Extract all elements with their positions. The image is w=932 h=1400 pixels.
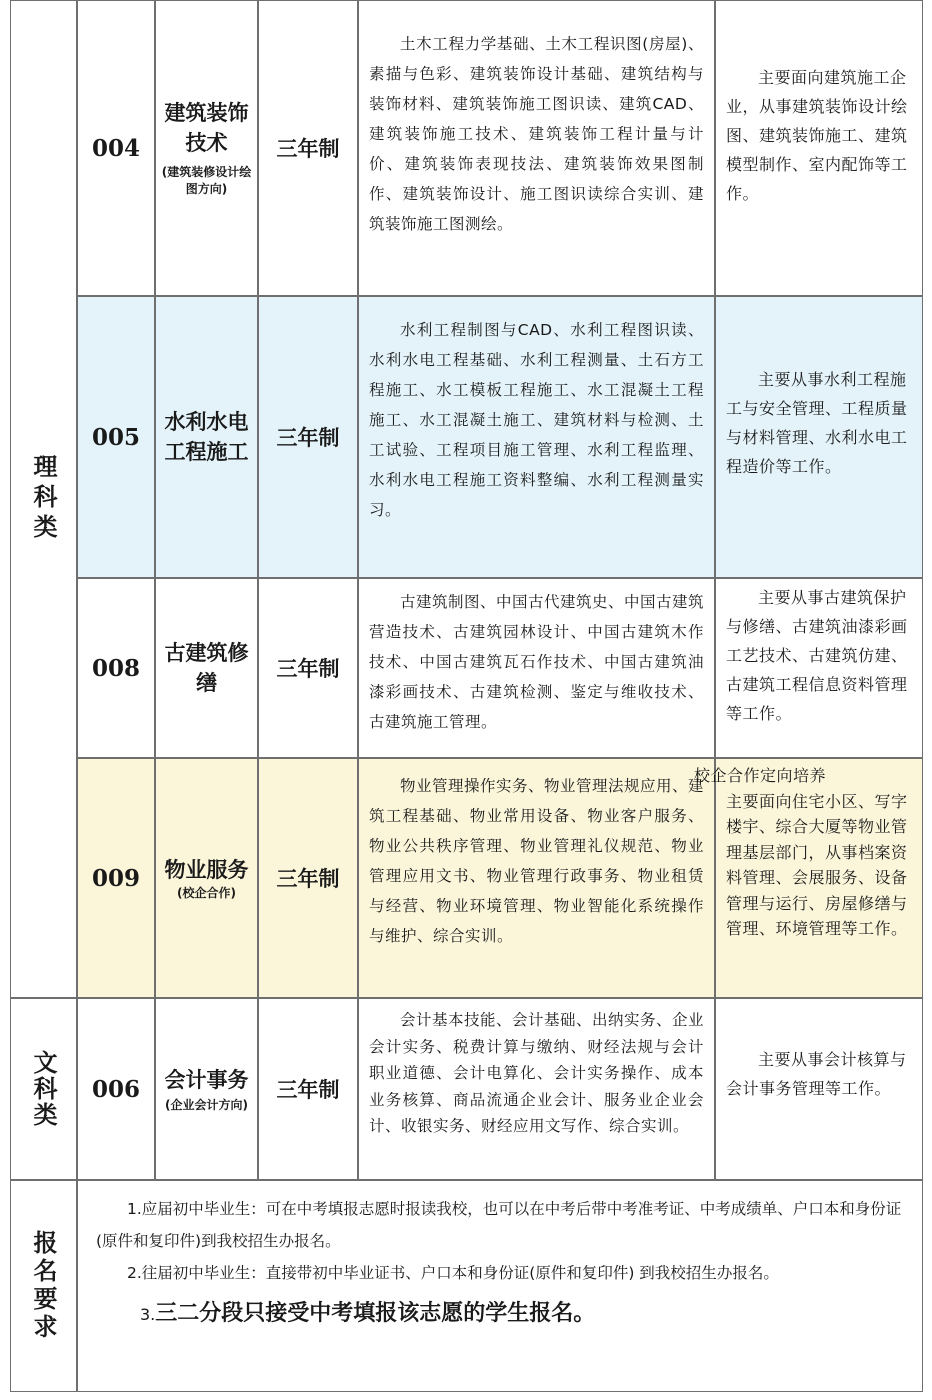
- row-jobs: [694, 758, 923, 998]
- row-code: 006: [77, 998, 155, 1180]
- major-name: 古建筑修缮: [164, 641, 249, 695]
- row-jobs: 主要从事水利工程施工与安全管理、工程质量与材料管理、水利水电工程造价等工作。: [715, 296, 923, 578]
- row-duration: 三年制: [258, 998, 358, 1180]
- row-major: [155, 758, 258, 998]
- category-science: [10, 0, 77, 998]
- row-code: 005: [77, 296, 155, 578]
- row-code: 008: [77, 578, 155, 758]
- row-major: [155, 0, 258, 296]
- row-code: 004: [77, 0, 155, 296]
- category-arts-label: 文科类: [29, 1050, 57, 1128]
- row-major: [155, 578, 258, 758]
- row-duration: 三年制: [258, 0, 358, 296]
- jobs-text: 主要面向住宅小区、写字楼宇、综合大厦等物业管理基层部门，从事档案资料管理、会展服务、设备管理与运行、房屋修缮与管理、环境管理等工作。: [726, 791, 908, 938]
- category-requirements-label: 报名要求: [29, 1230, 57, 1342]
- row-duration: 三年制: [258, 578, 358, 758]
- major-subname: (企业会计方向): [165, 1097, 248, 1112]
- requirements-block: [77, 1180, 923, 1392]
- row-major: [155, 998, 258, 1180]
- category-science-label: 理科类: [29, 454, 57, 544]
- row-courses: 土木工程力学基础、土木工程识图(房屋)、素描与色彩、建筑装饰设计基础、建筑结构与装饰材料、建筑装饰施工图识读、建筑CAD、建筑装饰施工技术、建筑装饰工程计量与计价、建筑装饰表现技法、建筑装饰效果图制作、建筑装饰设计、施工图识读综合实训、建筑装饰施工图测绘。: [358, 0, 715, 296]
- requirement-item-3-text: 三二分段只接受中考填报该志愿的学生报名。: [155, 1301, 596, 1326]
- major-subname: (校企合作): [177, 885, 236, 900]
- major-name: 物业服务: [164, 857, 249, 882]
- category-arts: [10, 998, 77, 1180]
- row-jobs: 主要从事古建筑保护与修缮、古建筑油漆彩画工艺技术、古建筑仿建、古建筑工程信息资料管理等工作。: [715, 578, 923, 758]
- row-code: 009: [77, 758, 155, 998]
- requirement-item-3-number: 3.: [140, 1305, 156, 1324]
- category-requirements: [10, 1180, 77, 1392]
- requirement-item-3: [96, 1291, 904, 1338]
- row-courses: 水利工程制图与CAD、水利工程图识读、水利水电工程基础、水利工程测量、土石方工程施工、水工模板工程施工、水工混凝土工程施工、水工混凝土施工、建筑材料与检测、土工试验、工程项目施工管理、水利工程监理、水利水电工程施工资料整编、水利工程测量实习。: [358, 296, 715, 578]
- major-name: 会计事务: [164, 1067, 249, 1092]
- row-duration: 三年制: [258, 296, 358, 578]
- jobs-lead: 校企合作定向培养: [694, 766, 827, 785]
- row-jobs: 主要面向建筑施工企业，从事建筑装饰设计绘图、建筑装饰施工、建筑模型制作、室内配饰等工作。: [715, 0, 923, 296]
- enrollment-table: [10, 0, 923, 1392]
- major-subname: (建筑装修设计绘图方向): [161, 165, 252, 196]
- row-jobs: 主要从事会计核算与会计事务管理等工作。: [715, 998, 923, 1180]
- row-duration: 三年制: [258, 758, 358, 998]
- row-courses: 会计基本技能、会计基础、出纳实务、企业会计实务、税费计算与缴纳、财经法规与会计职业道德、会计电算化、会计实务操作、成本业务核算、商品流通企业会计、服务业企业会计、收银实务、财经应用文写作、综合实训。: [358, 998, 715, 1180]
- row-courses: 物业管理操作实务、物业管理法规应用、建筑工程基础、物业常用设备、物业客户服务、物业公共秩序管理、物业管理礼仪规范、物业管理应用文书、物业管理行政事务、物业租赁与经营、物业环境管理、物业智能化系统操作与维护、综合实训。: [358, 758, 715, 998]
- major-name: 水利水电工程施工: [164, 410, 249, 464]
- major-name: 建筑装饰技术: [164, 101, 249, 155]
- requirement-item-2: 2.往届初中毕业生：直接带初中毕业证书、户口本和身份证(原件和复印件) 到我校招生办报名。: [127, 1264, 779, 1282]
- row-major: [155, 296, 258, 578]
- row-courses: 古建筑制图、中国古代建筑史、中国古建筑营造技术、古建筑园林设计、中国古建筑木作技术、中国古建筑瓦石作技术、中国古建筑油漆彩画技术、古建筑检测、鉴定与维收技术、古建筑施工管理。: [358, 578, 715, 758]
- requirement-item-1: 1.应届初中毕业生：可在中考填报志愿时报读我校，也可以在中考后带中考准考证、中考成绩单、户口本和身份证(原件和复印件)到我校招生办报名。: [96, 1200, 902, 1250]
